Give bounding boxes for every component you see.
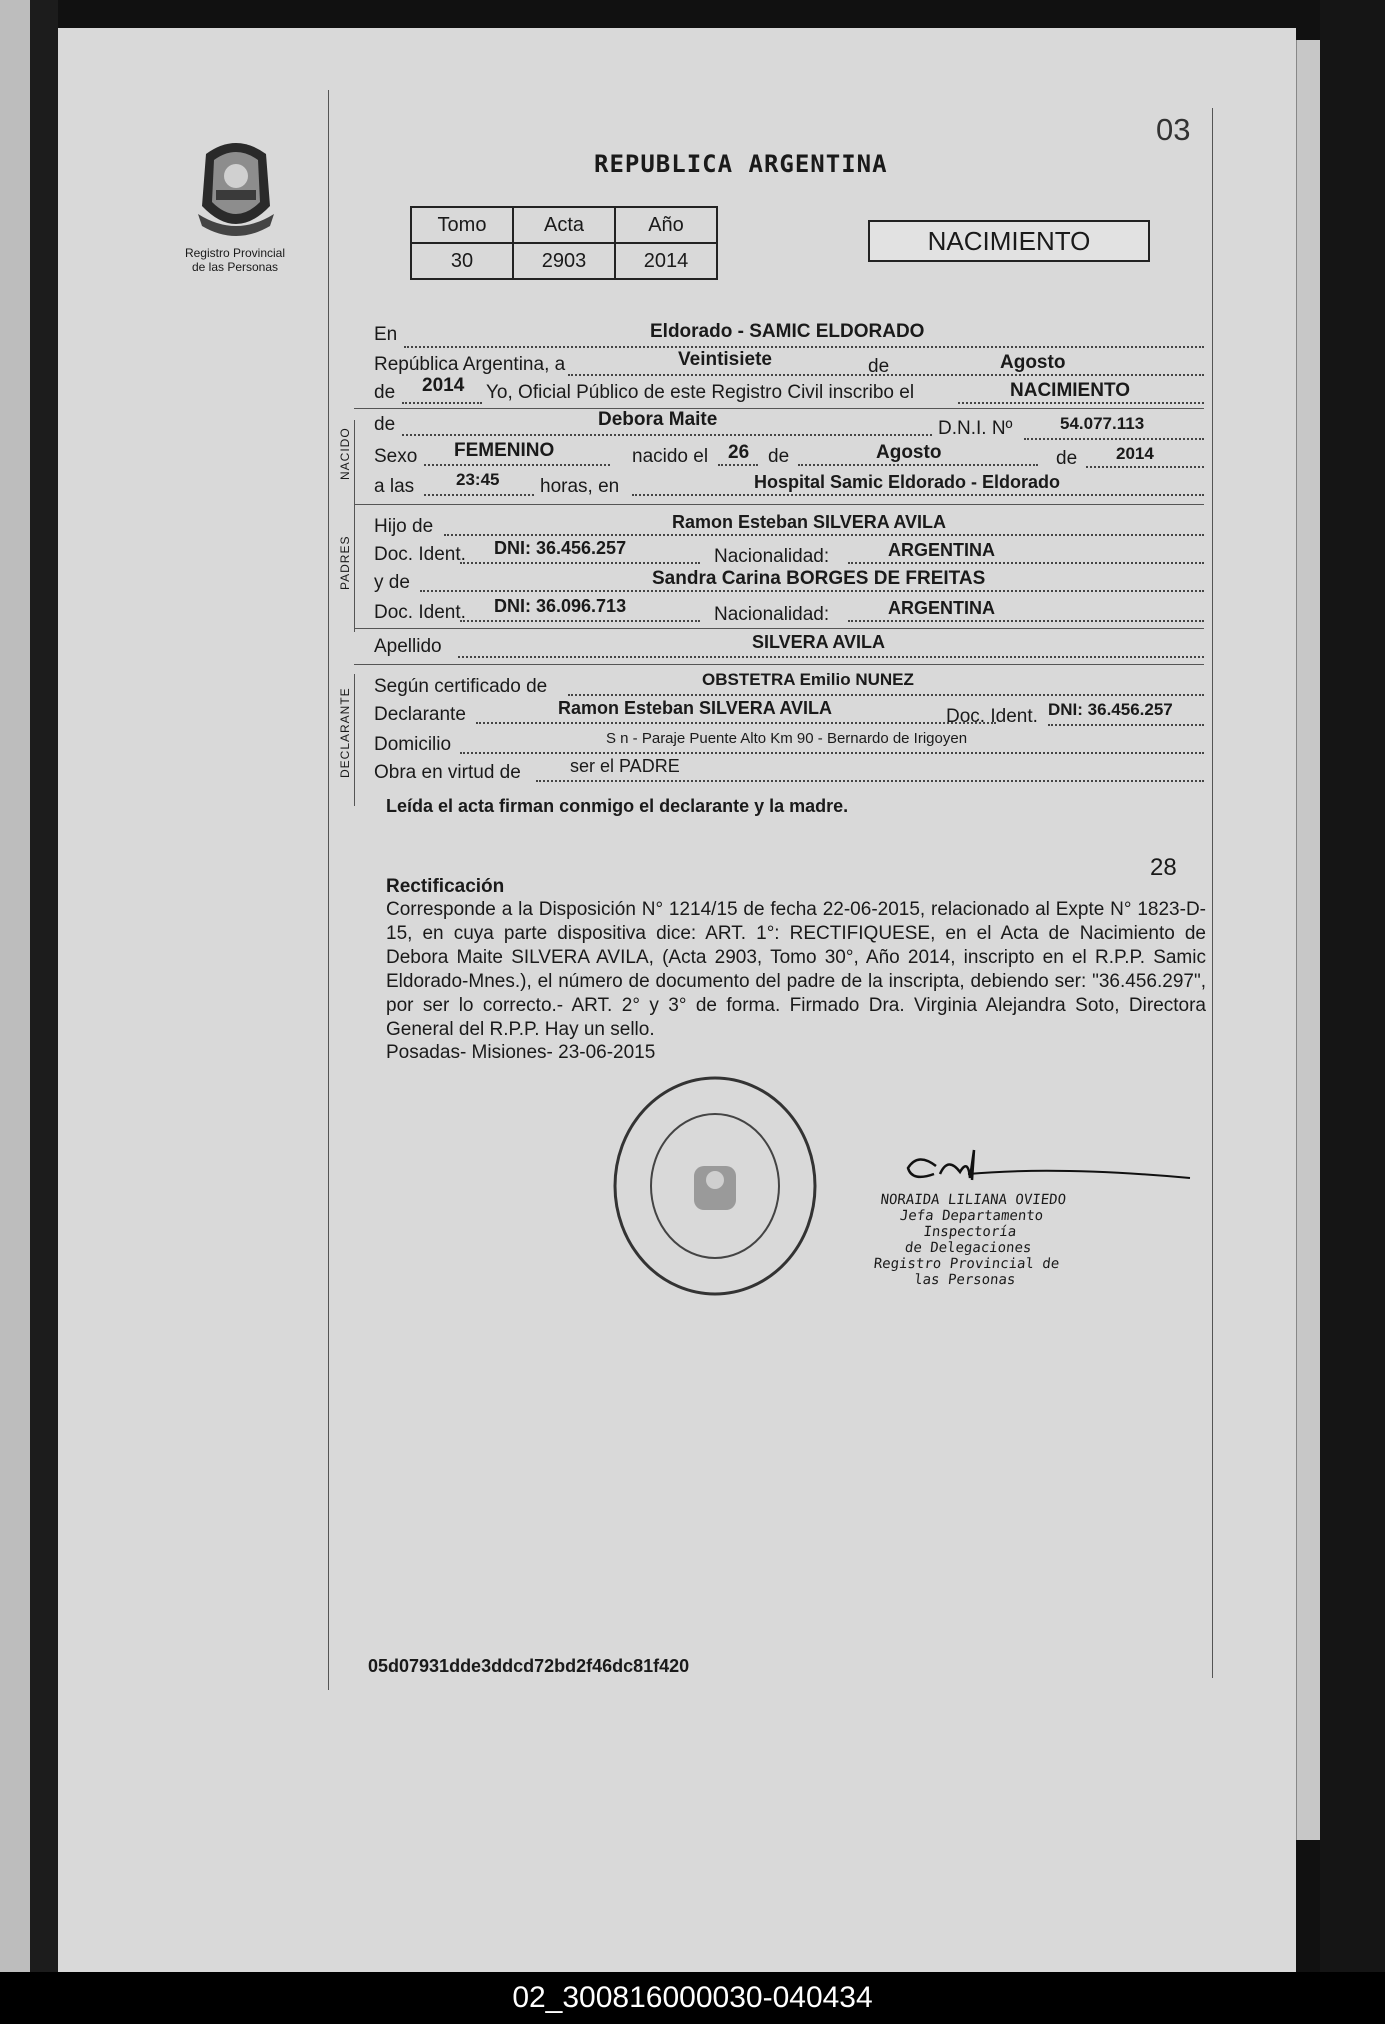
emblem-caption [160, 246, 310, 274]
dotted-line [536, 780, 1204, 782]
mother-name-value: Sandra Carina BORGES DE FREITAS [652, 568, 986, 589]
domicilio-value: S n - Paraje Puente Alto Km 90 - Bernardo de Irigoyen [606, 730, 968, 747]
de-label: de [768, 446, 790, 467]
doc-ident-label: Doc. Ident. [374, 602, 466, 623]
mother-doc-value: DNI: 36.096.713 [494, 596, 627, 616]
child-dni-value: 54.077.113 [1060, 414, 1145, 433]
horas-label: horas, en [540, 476, 620, 497]
place-value: Eldorado - SAMIC ELDORADO [650, 321, 925, 342]
de-label: de [374, 414, 396, 435]
section-bar [354, 420, 355, 516]
record-table [410, 206, 718, 280]
domicilio-label: Domicilio [374, 734, 452, 755]
hijo-label: Hijo de [374, 516, 434, 537]
dotted-line [460, 562, 700, 564]
dotted-line [444, 534, 1204, 536]
section-divider [354, 408, 1204, 409]
dotted-line [402, 402, 482, 404]
dotted-line [1024, 438, 1204, 440]
birth-year-value: 2014 [1116, 444, 1154, 463]
nacido-el-label: nacido el [632, 446, 709, 467]
declarante-value: Ramon Esteban SILVERA AVILA [558, 698, 833, 718]
rectificacion-place-date: Posadas- Misiones- 23-06-2015 [386, 1042, 656, 1063]
document-hash: 05d07931dde3ddcd72bd2f46dc81f420 [368, 1656, 690, 1676]
table-cell: 2014 [615, 243, 717, 279]
doc-ident-label: Doc. Ident. [374, 544, 466, 565]
dni-label: D.N.I. Nº [938, 418, 1013, 439]
dotted-line [460, 620, 700, 622]
dotted-line [568, 694, 1204, 696]
act-type-value: NACIMIENTO [1010, 380, 1130, 401]
month-value: Agosto [1000, 352, 1066, 373]
birth-day-value: 26 [728, 442, 750, 463]
dotted-line [404, 346, 1204, 348]
annotation-number: 28 [1150, 854, 1177, 881]
father-doc-value: DNI: 36.456.257 [494, 538, 627, 558]
birth-place-value: Hospital Samic Eldorado - Eldorado [754, 472, 1061, 492]
section-divider [354, 628, 1204, 629]
nacionalidad-label: Nacionalidad: [714, 604, 830, 625]
official-seal [610, 1072, 820, 1300]
emblem-caption-line2: de las Personas [191, 260, 279, 274]
father-name-value: Ramon Esteban SILVERA AVILA [672, 512, 947, 532]
dotted-line [632, 494, 1204, 496]
table-cell: 30 [411, 243, 513, 279]
section-divider [354, 504, 1204, 505]
oficial-text: Yo, Oficial Público de este Registro Civil inscribo el [486, 382, 915, 403]
signer-title-3: Registro Provincial de las Personas [872, 1256, 1061, 1288]
de-label: de [374, 382, 396, 403]
nacionalidad-label: Nacionalidad: [714, 546, 830, 567]
table-header: Tomo [411, 207, 513, 243]
apellido-label: Apellido [374, 636, 442, 657]
en-label: En [374, 324, 398, 345]
misiones-emblem [186, 134, 286, 244]
signature-stamp [859, 1192, 1079, 1288]
signer-title-2: de Delegaciones [904, 1240, 1033, 1256]
certificado-value: OBSTETRA Emilio NUNEZ [702, 670, 914, 689]
year-value: 2014 [422, 375, 465, 396]
dotted-line [420, 590, 1204, 592]
dotted-line [718, 464, 758, 466]
leida-statement: Leída el acta firman conmigo el declarante y la madre. [386, 796, 849, 816]
de-label: de [1056, 448, 1078, 469]
section-bar [354, 674, 355, 806]
dotted-line [798, 464, 1038, 466]
dotted-line [1048, 724, 1204, 726]
rectificacion-heading: Rectificación [386, 876, 505, 897]
section-bar [354, 512, 355, 632]
dotted-line [460, 752, 1204, 754]
child-name-value: Debora Maite [598, 409, 718, 430]
declarante-section-label: DECLARANTE [338, 687, 352, 778]
signer-title-1: Jefa Departamento Inspectoría [899, 1208, 1045, 1240]
apellido-value: SILVERA AVILA [752, 632, 886, 652]
father-nationality-value: ARGENTINA [888, 540, 995, 560]
a-las-label: a las [374, 476, 415, 497]
dotted-line [848, 620, 1204, 622]
dotted-line [402, 434, 932, 436]
left-margin-line [328, 90, 329, 1690]
rectificacion-text: Corresponde a la Disposición N° 1214/15 de fecha 22-06-2015, relacionado al Expte N° 1823-D-15, en cuya parte dispositiva dice: ART. 1°: RECTIFIQUESE, en el Acta de Nacimiento de Debora Maite SILVERA AVILA, (Acta 2903, Tomo 30°, Año 2014, inscripto en el R.P.P. Samic Eldorado-Mnes.), el número de documento del padre de la inscripta, debiendo ser: "36.456.297", por ser lo correcto.- ART. 2° y 3° de forma. Firmado Dra. Virginia Alejandra Soto, Directora General del R.P.P. Hay un sello. [386, 899, 1206, 1040]
dotted-line [1086, 466, 1204, 468]
declarante-doc-value: DNI: 36.456.257 [1048, 700, 1173, 719]
obra-value: ser el PADRE [570, 756, 680, 776]
document-title: REPUBLICA ARGENTINA [594, 150, 888, 178]
record-type-box: NACIMIENTO [868, 220, 1150, 262]
mother-nationality-value: ARGENTINA [888, 598, 995, 618]
sexo-label: Sexo [374, 446, 418, 467]
obra-label: Obra en virtud de [374, 762, 521, 783]
table-header: Año [615, 207, 717, 243]
republica-label: República Argentina, a [374, 354, 566, 375]
sexo-value: FEMENINO [454, 440, 555, 461]
declarante-label: Declarante [374, 704, 466, 725]
signature-mark [878, 1144, 1198, 1188]
page-stack-edge [1296, 40, 1321, 1840]
nacido-section-label: NACIDO [338, 427, 352, 480]
scan-footer-id: 02_300816000030-040434 [0, 1972, 1385, 2024]
dotted-line [458, 656, 1204, 658]
dotted-line [958, 402, 1204, 404]
book-binding [30, 0, 58, 1972]
dotted-line [848, 562, 1204, 564]
scan-background [1320, 0, 1385, 1972]
certificate-page [58, 28, 1296, 1972]
table-header: Acta [513, 207, 615, 243]
dotted-line [424, 494, 534, 496]
page-number: 03 [1156, 112, 1191, 147]
declarante-doc-label: Doc. Ident. [946, 706, 1038, 727]
y-de-label: y de [374, 572, 410, 593]
right-margin-line [1212, 108, 1213, 1678]
dotted-line [476, 722, 996, 724]
emblem-caption-line1: Registro Provincial [184, 246, 286, 260]
signer-name: NORAIDA LILIANA OVIEDO [879, 1192, 1067, 1208]
section-divider [354, 664, 1204, 665]
birth-month-value: Agosto [876, 442, 942, 463]
day-words-value: Veintisiete [678, 349, 772, 370]
de-label: de [868, 356, 890, 377]
certificado-label: Según certificado de [374, 676, 548, 697]
padres-section-label: PADRES [338, 535, 352, 590]
adjacent-page-edge [0, 0, 30, 1972]
table-cell: 2903 [513, 243, 615, 279]
time-value: 23:45 [456, 470, 500, 489]
dotted-line [424, 464, 610, 466]
